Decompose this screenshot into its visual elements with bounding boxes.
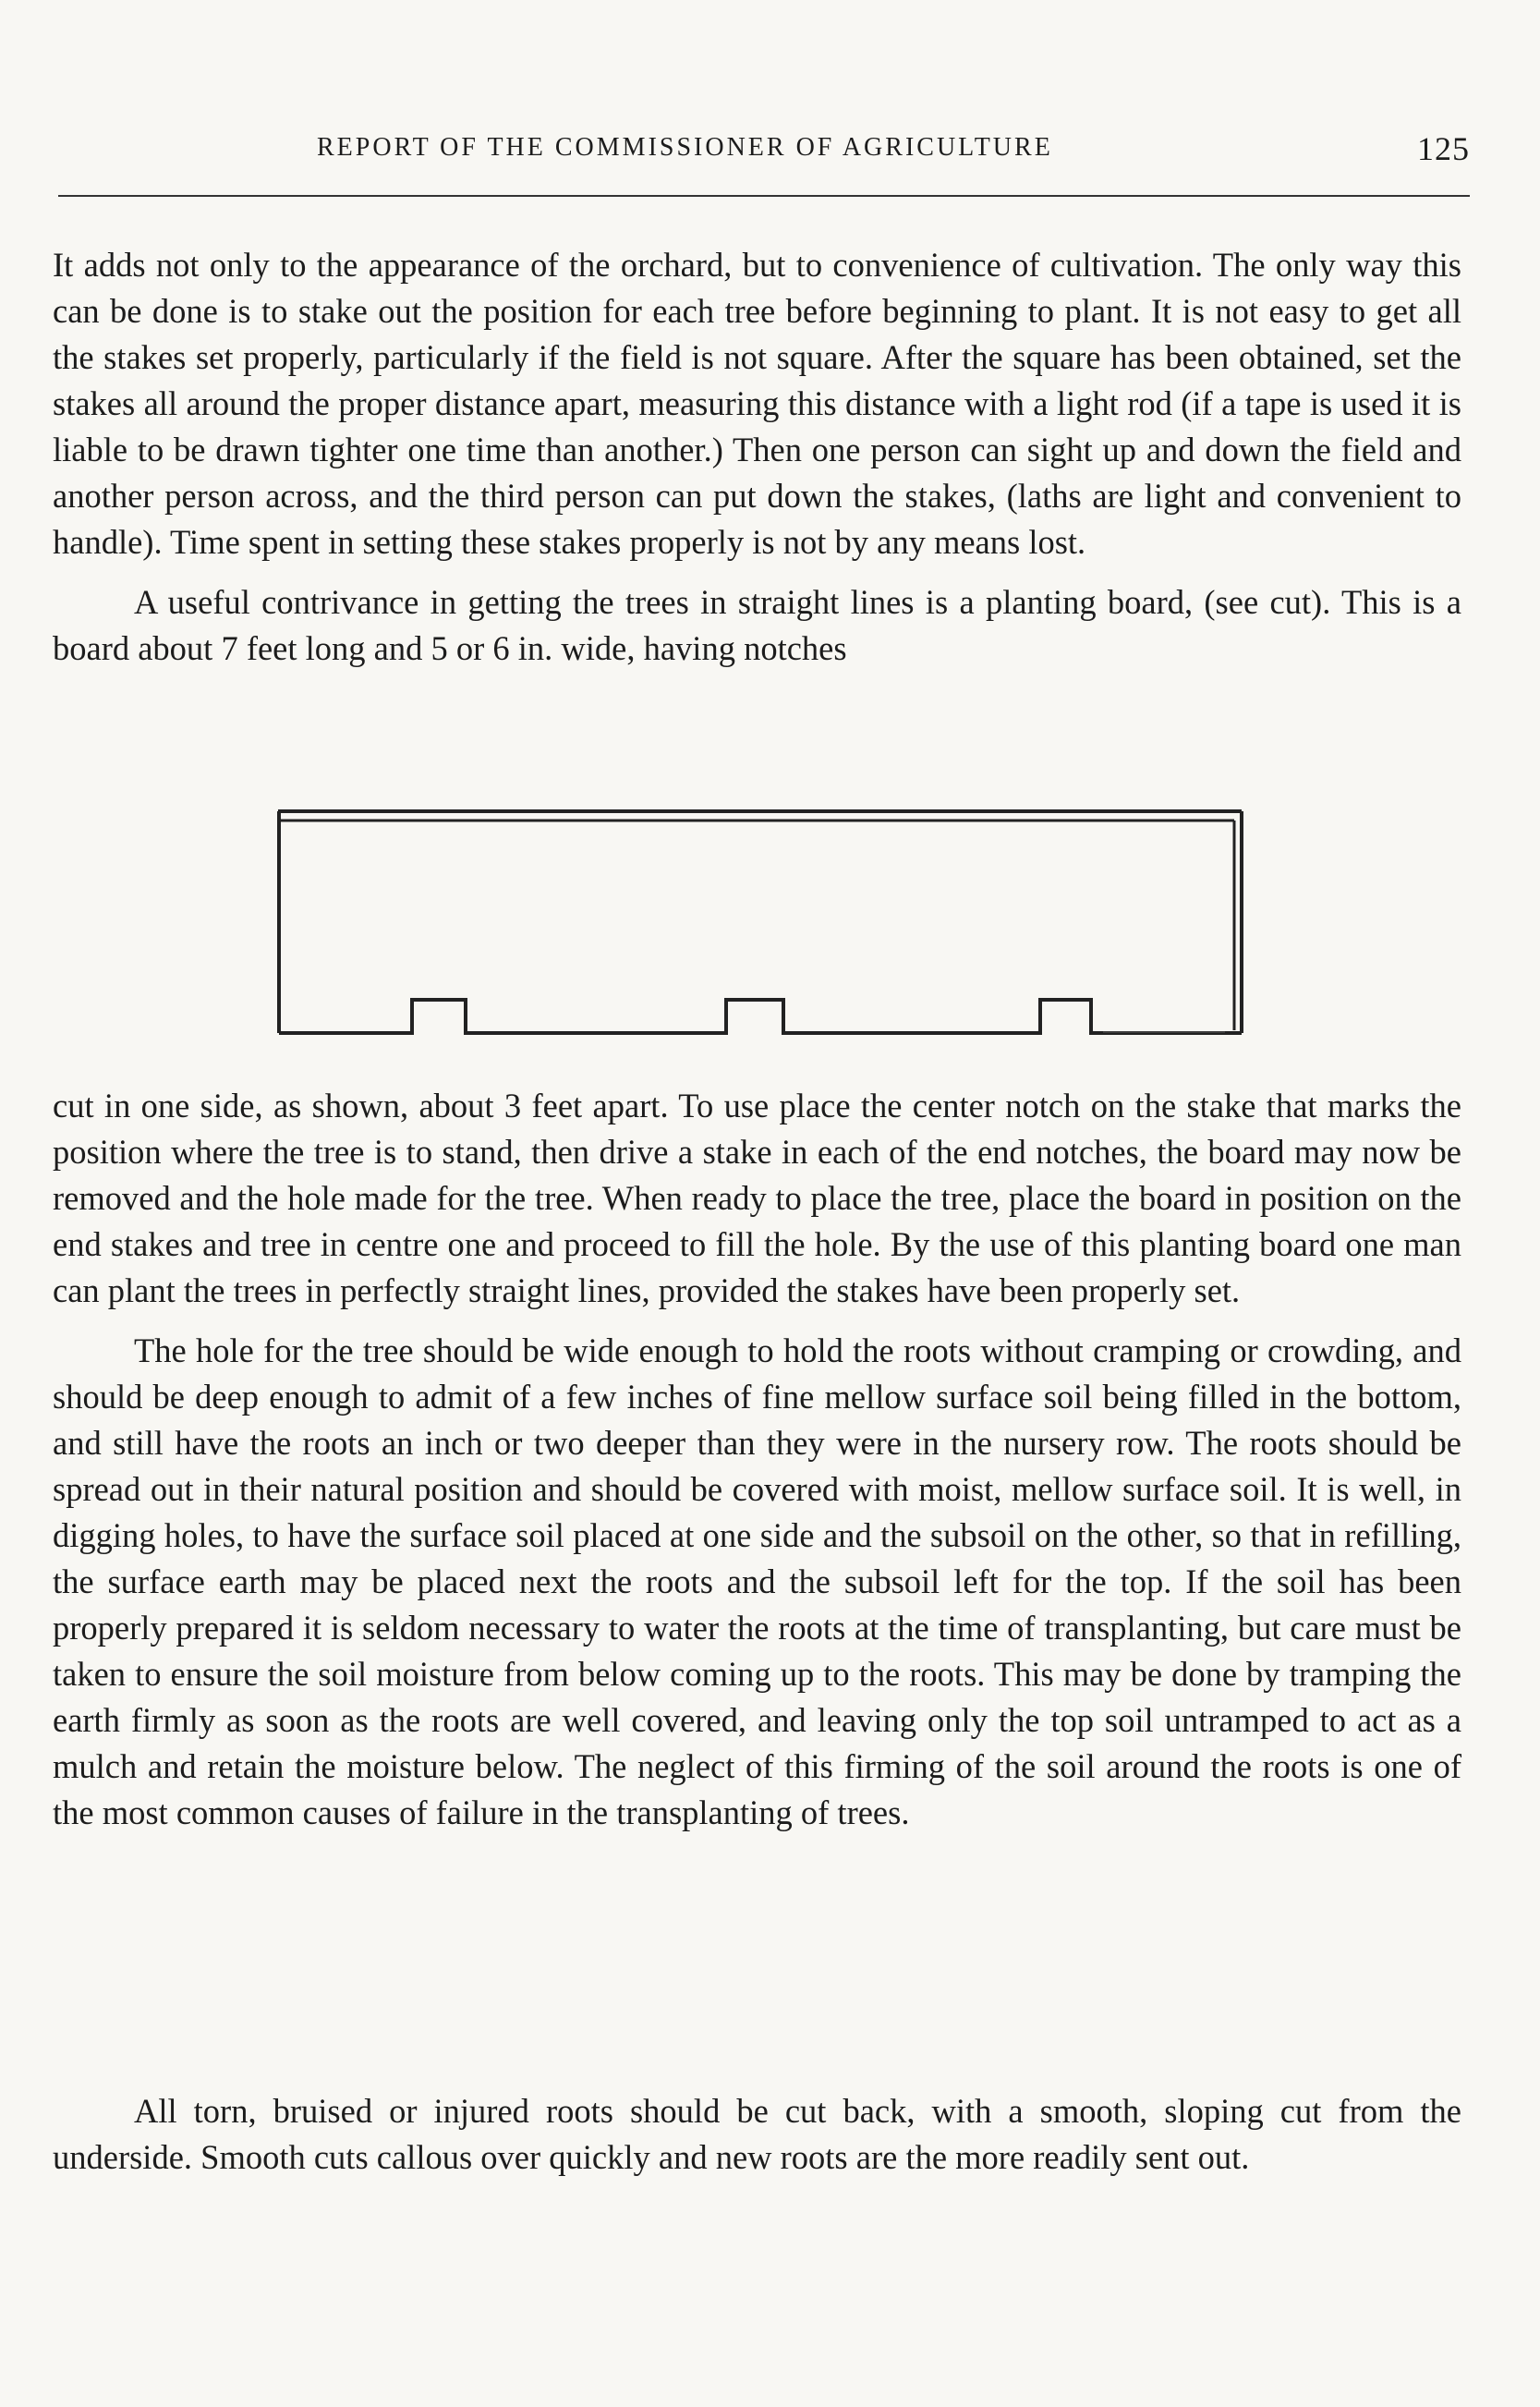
page-number: 125 — [1417, 130, 1470, 167]
paragraph-5: All torn, bruised or injured roots should be cut back, with a smooth, sloping cut from the underside. Smooth cuts callous over quickly and new roots are the more readily sent out. — [53, 2092, 1461, 2176]
header-title: REPORT OF THE COMMISSIONER OF AGRICULTURE — [317, 133, 1053, 162]
paragraph-4: The hole for the tree should be wide enough to hold the roots without cramping or crowding, and should be deep enough to admit of a few inches of fine mellow surface soil being filled in the bottom, and still have the roots an inch or two deeper than they were in the nursery row. The roots should be spread out in their natural position and should be covered with moist, mellow surface soil. It is well, in digging holes, to have the surface soil placed at one side and the subsoil on the other, so that in refilling, the surface earth may be placed next the roots and the subsoil left for the top. If the soil has been properly prepared it is seldom necessary to water the roots at the time of transplanting, but care must be taken to ensure the soil moisture from below coming up to the roots. This may be done by tramping the earth firmly as soon as the roots are well covered, and leaving only the top soil untramped to act as a mulch and retain the moisture below. The neglect of this firming of the soil around the roots is one of the most common causes of failure in the transplanting of trees. — [53, 1331, 1461, 1831]
paragraph-1: It adds not only to the appearance of the orchard, but to convenience of cultivation. The only way this can be done is to stake out the position for each tree before beginning to plant. It is not easy to get all the stakes set properly, particularly if the field is not square. After the square has been obtained, set the stakes all around the proper distance apart, measuring this distance with a light rod (if a tape is used it is liable to be drawn tighter one time than another.) Then one person can sight up and down the field and another person across, and the third person can put down the stakes, (laths are light and convenient to handle). Time spent in setting these stakes properly is not by any means lost. — [53, 246, 1461, 561]
planting-board-diagram-icon — [273, 804, 1245, 1042]
board-bottom-edge-with-notches — [279, 1000, 1242, 1033]
paragraph-3: cut in one side, as shown, about 3 feet apart. To use place the center notch on the stake that marks the position where the tree is to stand, then drive a stake in each of the end notches, the board may now be removed and the hole made for the tree. When ready to place the tree, place the board in position on the end stakes and tree in centre one and proceed to fill the hole. By the use of this planting board one man can plant the trees in perfectly straight lines, provided the stakes have been properly set. — [53, 1087, 1461, 1309]
running-header — [58, 129, 1470, 185]
planting-board-figure — [273, 804, 1245, 1042]
text-block-top — [53, 242, 1461, 672]
text-block-bottom — [53, 1083, 1461, 1836]
paragraph-2: A useful contrivance in getting the trees in straight lines is a planting board, (see cut). This is a board about 7 feet long and 5 or 6 in. wide, having notches — [53, 583, 1461, 667]
header-rule — [58, 195, 1470, 197]
text-block-final — [53, 2088, 1461, 2181]
